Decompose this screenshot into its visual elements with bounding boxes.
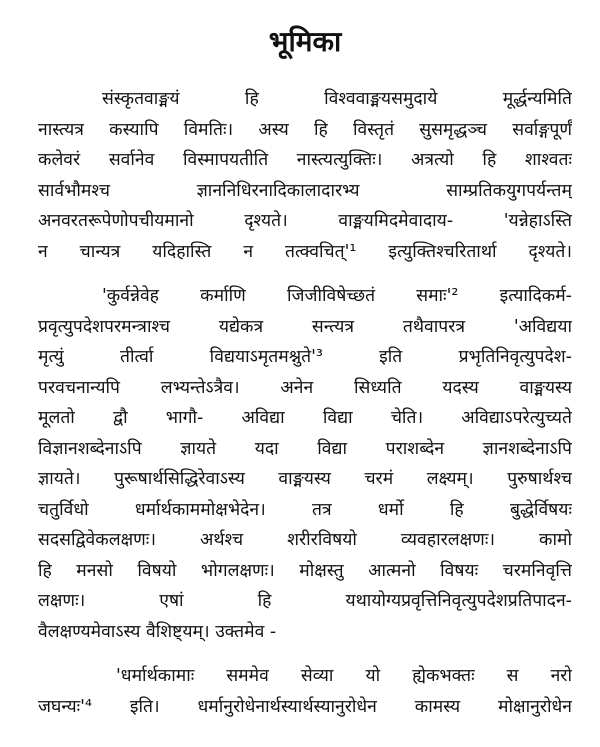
text-line: चतुर्विधो धर्मार्थकाममोक्षभेदेन। तत्र धर्मो हि बुद्धेर्विषयः	[38, 499, 572, 520]
text-line: परवचनान्यपि लभ्यन्तेऽत्रैव। अनेन सिध्यति यदस्य वाङ्मयस्य	[38, 377, 572, 398]
text-line: प्रवृत्युपदेशपरमन्त्राश्च यद्येकत्र सन्त्यत्र तथैवापरत्र 'अविद्यया	[38, 316, 572, 337]
text-line: 'कुर्वन्नेवेह कर्माणि जिजीविषेच्छतं समाः'² इत्यादिकर्म-	[102, 286, 572, 306]
text-line: सदसद्विवेकलक्षणः। अर्थश्च शरीरविषयो व्यवहारलक्षणः। कामो	[38, 530, 572, 550]
text-line: जघन्यः'⁴ इति। धर्मानुरोधेनार्थस्यार्थस्यानुरोधेन कामस्य मोक्षानुरोधेन	[38, 696, 572, 717]
text-line: मूलतो द्वौ भागौ- अविद्या विद्या चेति। अविद्याऽपरेत्युच्यते	[38, 408, 572, 428]
text-line: न चान्यत्र यदिहास्ति न तत्क्वचित्'¹ इत्युक्तिश्चरितार्था दृश्यते।	[38, 241, 572, 262]
text-line: 'धर्मार्थकामाः सममेव सेव्या यो ह्येकभक्तः स नरो	[116, 666, 572, 686]
text-line: विज्ञानशब्देनाऽपि ज्ञायते यदा विद्या पराशब्देन ज्ञानशब्देनाऽपि	[38, 438, 572, 459]
paragraph-3	[38, 661, 572, 722]
text-line: हि मनसो विषयो भोगलक्षणः। मोक्षस्तु आत्मनो विषयः चरमनिवृत्ति	[38, 560, 572, 581]
text-line: वैलक्षण्यमेवाऽस्य वैशिष्ट्यम्। उक्तमेव -	[38, 621, 277, 642]
text-line: कलेवरं सर्वानेव विस्मापयतीति नास्त्यत्युक्तिः। अत्रत्यो हि शाश्वतः	[38, 150, 572, 170]
text-line: ज्ञायते। पुरूषार्थसिद्धिरेवाऽस्य वाङ्मयस्य चरमं लक्ष्यम्। पुरुषार्थश्च	[38, 469, 572, 489]
text-line: सार्वभौमश्च ज्ञाननिधिरनादिकालादारभ्य साम्प्रतिकयुगपर्यन्तम्	[38, 180, 572, 201]
text-line: नास्त्यत्र कस्यापि विमतिः। अस्य हि विस्तृतं सुसमृद्धञ्च सर्वाङ्गपूर्णं	[38, 119, 572, 140]
paragraph-1	[38, 84, 572, 267]
page-title: भूमिका	[268, 25, 342, 58]
text-line: संस्कृतवाङ्मयं हि विश्ववाङ्मयसमुदाये मूर्द्धन्यमिति	[102, 89, 572, 109]
paragraph-2	[38, 281, 572, 647]
text-line: मृत्युं तीर्त्वा विद्ययाऽमृतमश्नुते'³ इति प्रभृतिनिवृत्युपदेश-	[38, 347, 572, 367]
text-line: लक्षणः। एषां हि यथायोग्यप्रवृत्तिनिवृत्युपदेशप्रतिपादन-	[38, 591, 572, 611]
text-line: अनवरतरूपेणोपचीयमानो दृश्यते। वाङ्मयमिदमेवादाय- 'यन्नेहाऽस्ति	[38, 211, 572, 231]
